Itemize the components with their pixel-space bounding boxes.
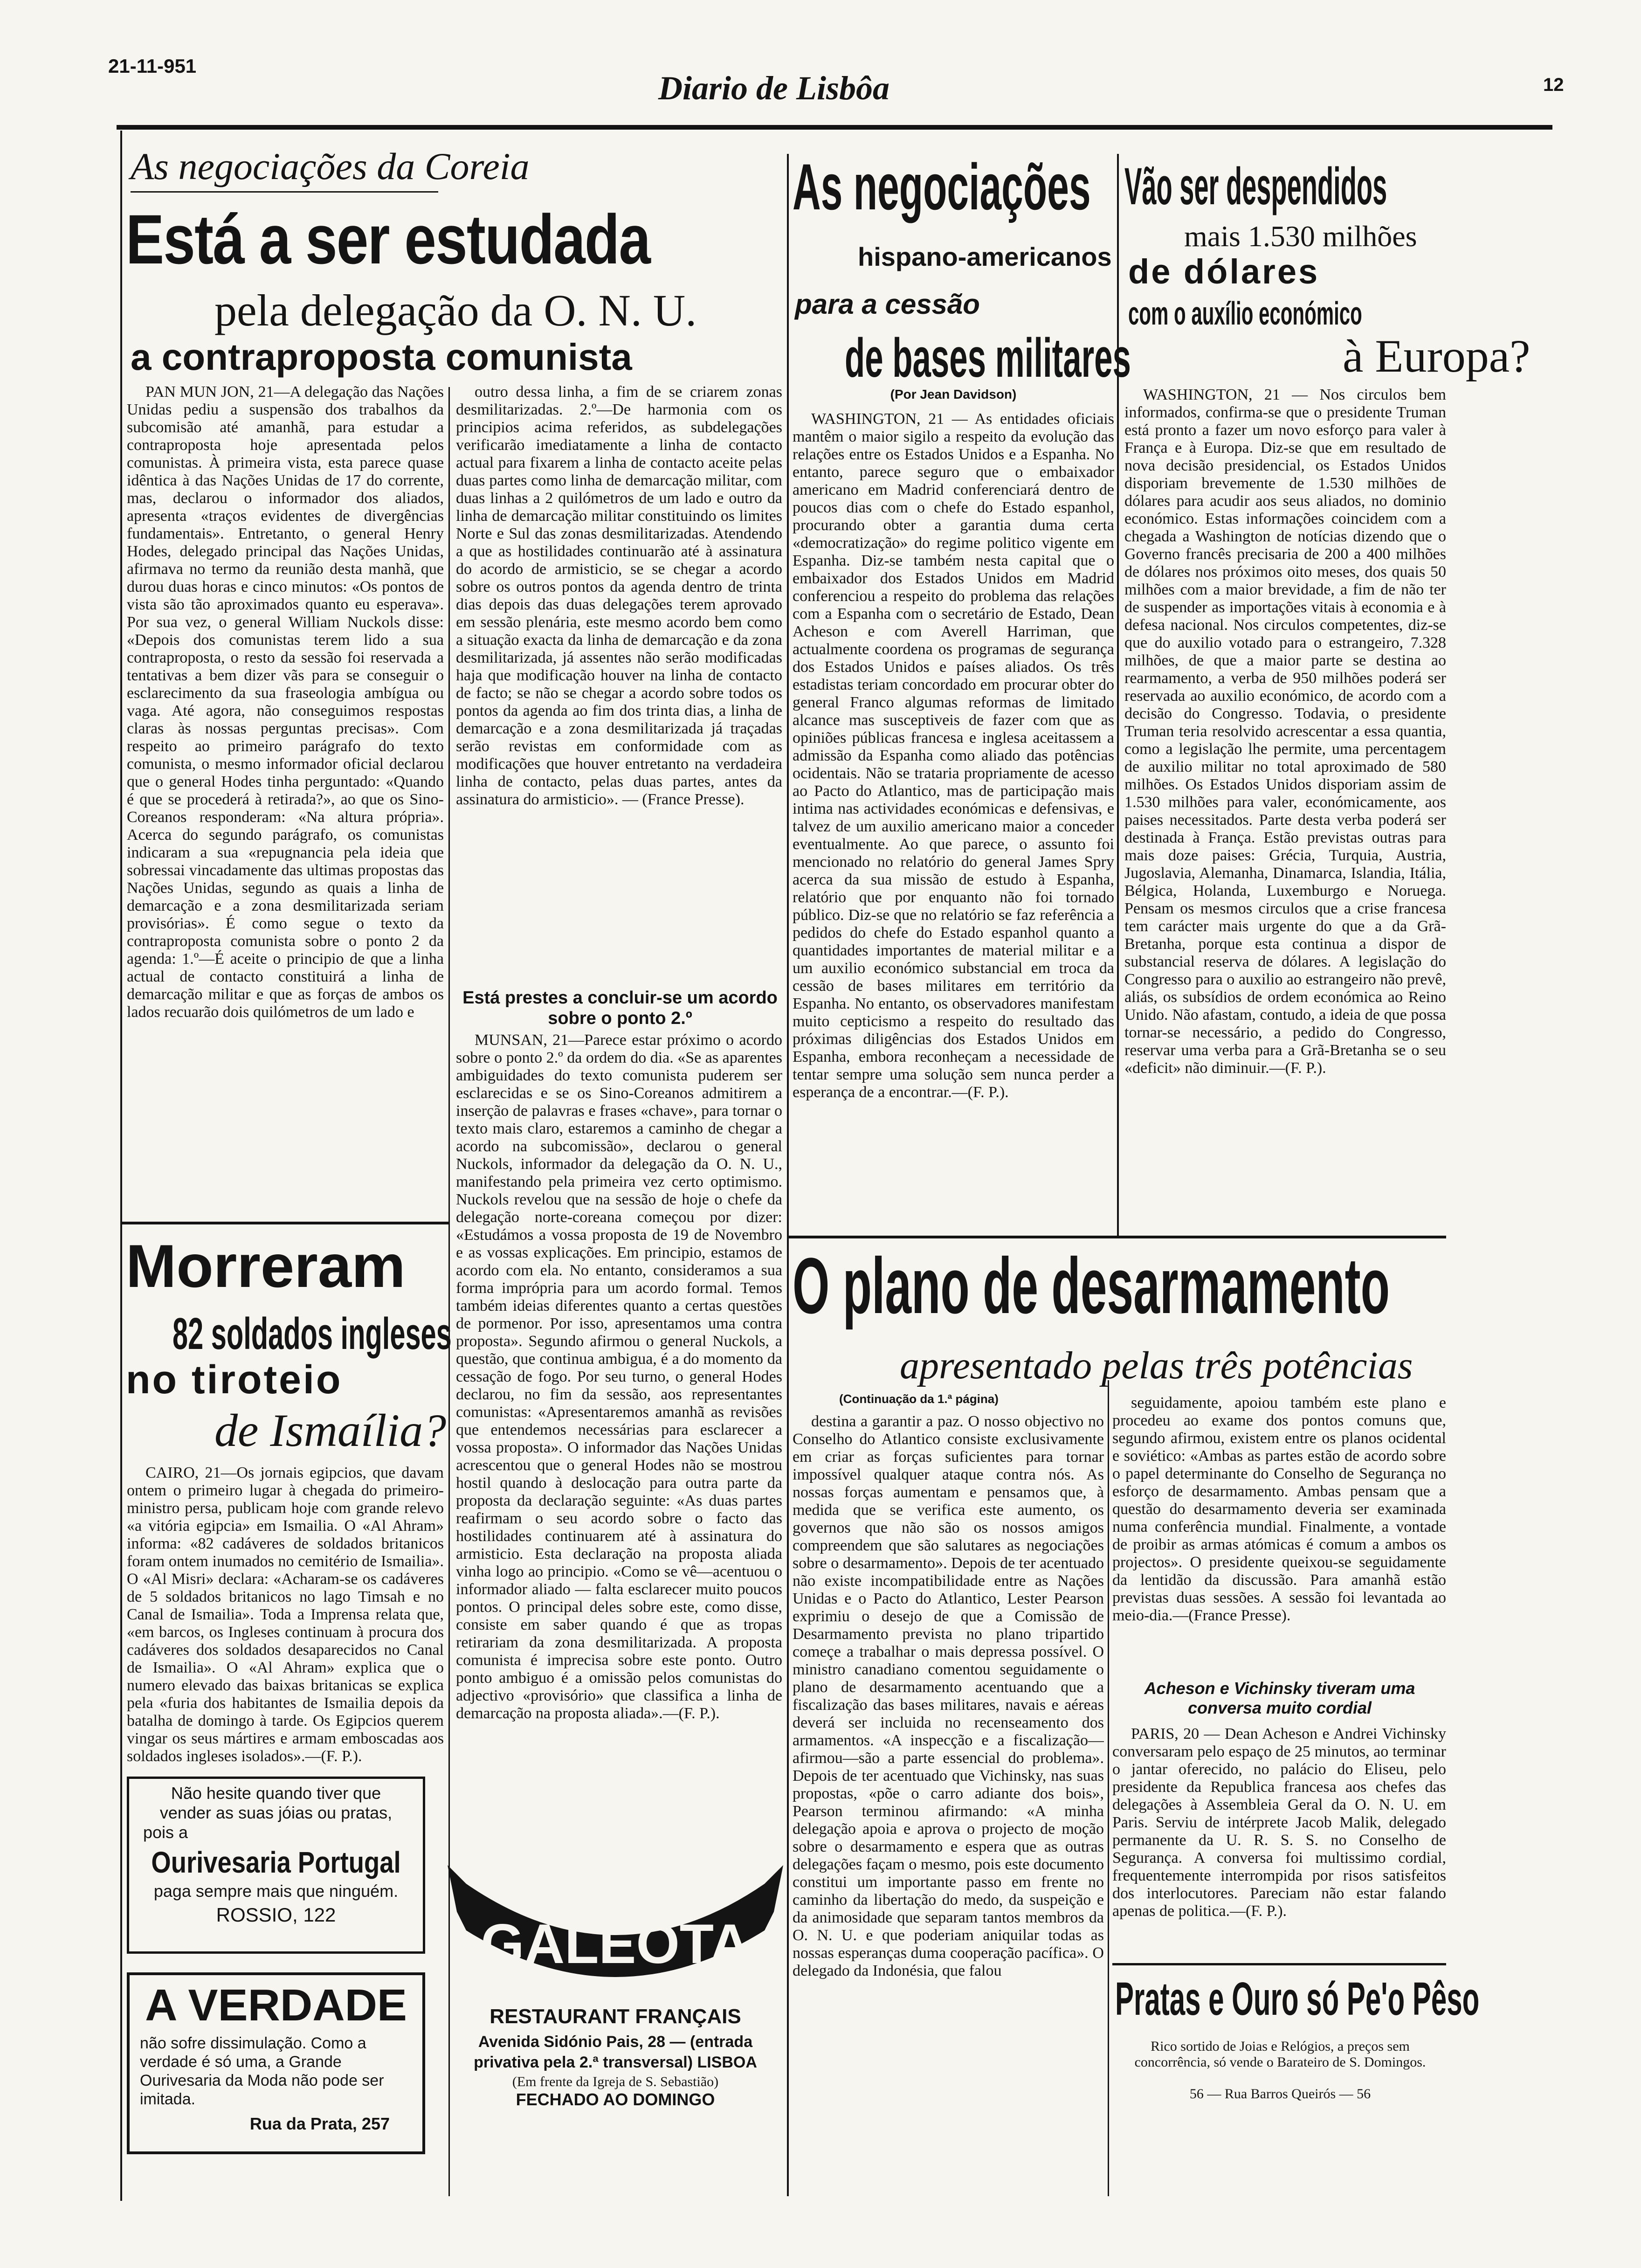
galeota-banner-text: GALEOTA xyxy=(481,1913,750,1975)
ad-address: ROSSIO, 122 xyxy=(216,1904,336,1926)
ad-verdade-body: não sofre dissimulação. Como a verdade é só uma, a Grande Ourivesaria da Moda não pode ser imitada. xyxy=(140,2034,384,2108)
ismailia-headline-4: de Ismaília? xyxy=(214,1404,447,1456)
ad-pratas-title: Pratas e Ouro só Pe'o Pêso xyxy=(1115,1973,1480,2025)
kicker-rule xyxy=(131,191,438,193)
ad-pratas-body: Rico sortido de Joias e Relógios, a preços sem concorrência, só vende o Barateiro de S. Domingos. xyxy=(1134,2039,1426,2070)
bases-byline: (Por Jean Davidson) xyxy=(890,387,1017,401)
desarmamento-headline-2: apresentado pelas três potências xyxy=(900,1344,1413,1387)
bases-headline-3: para a cessão xyxy=(795,289,980,320)
korea-body-col2b: MUNSAN, 21—Parece estar próximo o acordo sobre o ponto 2.º da ordem do dia. «Se as aparentes ambiguidades do texto comunista puderem ser esclarecidas e se os Sino-Coreanos admitirem a inserção de palavras e frases «chave», para tornar o texto mais claro, estaremos a caminho de chegar a acordo na subcomissão», declarou o general Nuckols, informador da delegação da O. N. U., manifestando pela primeira vez certo optimismo. Nuckols revelou que na sessão de hoje o chefe da delegação norte-coreana começou por dizer: «Estudámos a vossa proposta de 19 de Novembro e as vossas explicações. Em principio, estamos de acordo com ela. No entanto, consideramos a sua forma imprópria para um acordo formal. Temos também ideias diferentes quanto a certas questões de pormenor. Por isso, apresentamos uma contra proposta». Segundo afirmou o general Nuckols, a questão, que continua ambigua, é a do momento da cessação de fogo. Por seu turno, o general Hodes declarou, no fim da sessão, aos representantes comunistas: «Apresentaremos amanhã as revisões que entendemos necessárias para esclarecer a vossa proposta». O informador das Nações Unidas acrescentou que o general Hodes não se mostrou hostil quando à deslocação para outra parte da proposta da declaração seguinte: «As duas partes reafirmam o seu acordo sobre o facto das hostilidades continuarem até à assinatura do armisticio. Esta declaração na proposta aliada vinha logo ao principio. «Como se vê—acentuou o informador aliado — falta esclarecer muito poucos pontos. O principal deles sobre este, como disse, consiste em saber quando é que as tropas retirariam da zona desmilitarizada. A proposta comunista é imprecisa sobre este ponto. Outro ponto ambiguo é a omissão pelos comunistas do adjectivo «provisório» que classifica a linha de demarcação na proposta aliada».—(F. P.). xyxy=(456,1031,782,1722)
galeota-line-1: RESTAURANT FRANÇAIS xyxy=(490,2005,741,2028)
galeota-line-4: (Em frente da Igreja de S. Sebastião) xyxy=(512,2074,719,2089)
section-rule xyxy=(789,1236,1446,1238)
dolares-headline-4: com o auxílio económico xyxy=(1128,295,1362,332)
dolares-body: WASHINGTON, 21 — Nos circulos bem informados, confirma-se que o presidente Truman está pronto a fazer um novo esforço para valer à França e à Europa. Diz-se que em resultado de nova decisão presidencial, os Estados Unidos disporiam brevemente de 1.530 milhões de dólares para acudir aos seus aliados, no dominio económico. Estas informações coincidem com a chegada a Washington de notícias dizendo que o Governo francês precisaria de 200 a 400 milhões de dólares nos próximos oito meses, dos quais 50 milhões com a maior brevidade, a fim de não ter de suspender as importações vitais à economia e à defesa nacional. Nos circulos competentes, diz-se que do auxilio votado para o estrangeiro, 7.328 milhões, de que a maior parte se destina ao rearmamento, a verba de 950 milhões poderá ser reservada ao auxilio económico, de acordo com a decisão do Congresso. Todavia, o presidente Truman teria resolvido acrescentar a essa quantia, como a legislação lhe permite, uma percentagem de auxilio militar no total aproximado de 580 milhões. Os Estados Unidos disporiam assim de 1.530 milhões para valer, económicamente, aos paises necessitados. Parte desta verba poderá ser destinada à França. Estão previstas outras para mais doze paises: Grécia, Turquia, Austria, Jugoslavia, Alemanha, Dinamarca, Islandia, Itália, Bélgica, Holanda, Luxemburgo e Noruega. Pensam os mesmos circulos que a crise francesa tem carácter mais urgente do que a da Grã-Bretanha, porque esta continua a dispor de substancial reserva de dólares. A legislação do Congresso para o auxilio ao estrangeiro não prevê, aliás, os subsídios de ordem económica ao Reino Unido. Não afastam, contudo, a ideia de que possa tornar-se necessário, a pedido do Congresso, reservar uma verba para a Grã-Bretanha se o seu «deficit» não diminuir.—(F. P.). xyxy=(1124,386,1446,1077)
masthead-title: Diario de Lisbôa xyxy=(658,69,889,107)
column-divider xyxy=(787,154,789,2196)
ad-line: pois a xyxy=(143,1823,188,1842)
desarmamento-body-col1: destina a garantir a paz. O nosso objectivo no Conselho do Atlantico consiste exclusivamente em criar as forças suficientes para tornar impossível qualquer ataque contra nós. As nossas forças aumentam e pensamos que, à medida que se verifica este aumento, os governos que não são os nossos amigos compreendem que são salutares as negociações sobre o desarmamento». Depois de ter acentuado não existe incompatibilidade entre as Nações Unidas e o Pacto do Atlantico, Lester Pearson exprimiu o desejo de que a Comissão de Desarmamento prevista no plano tripartido começe a trabalhar o mais depressa possível. O ministro canadiano comentou seguidamente o plano de desarmamento acentuando que a fiscalização das bases militares, navais e aéreas deverá ser incluida no recenseamento dos armamentos. «A inspecção e a fiscalização—afirmou—são a parte essencial do problema». Depois de ter acentuado que Vichinsky, nas suas propostas, «põe o carro adiante dos bois», Pearson terminou afirmando: «A minha delegação apoia e aprova o projecto de moção sobre o desarmamento e espera que as outras delegações façam o mesmo, pois este documento constitui um importante passo em frente no caminho da libertação do medo, da suspeição e da animosidade que separam tantos membros da O. N. U. e que poderiam aniquilar todas as nossas esperanças duma cooperação pacífica». O delegado da Indonésia, que falou xyxy=(793,1413,1104,1979)
ad-verdade-address: Rua da Prata, 257 xyxy=(249,2114,390,2133)
page-border-left xyxy=(120,131,122,2201)
ismailia-headline: Morreram xyxy=(126,1232,406,1300)
galeota-banner-logo xyxy=(448,1809,783,2005)
column-divider xyxy=(1117,154,1119,1236)
ad-line: Não hesite quando tiver que xyxy=(171,1784,381,1803)
ismailia-headline-2: 82 soldados ingleses xyxy=(172,1309,452,1359)
dolares-headline-5: à Europa? xyxy=(1343,330,1531,382)
bases-body: WASHINGTON, 21 — As entidades oficiais mantêm o maior sigilo a respeito da evolução das relações entre os Estados Unidos e a Espanha. No entanto, parece seguro que o embaixador americano em Madrid conferenciará dentro de poucos dias com o chefe do Estado espanhol, procurando obter a garantia duma certa «democratização» do regime politico vigente em Espanha. Diz-se também nesta capital que o embaixador dos Estados Unidos em Madrid conferenciou a respeito do problema das relações com a Espanha com o secretário de Estado, Dean Acheson e com Averell Harriman, que actualmente coordena os programas de segurança dos Estados Unidos e países aliados. Os três estadistas teriam concordado em procurar obter do general Franco algumas reformas de limitado alcance mas susceptiveis de fazer com que as opiniões públicas francesa e inglesa aceitassem a admissão da Espanha como aliado das potências ocidentais. Não se trataria propriamente de acesso ao Pacto do Atlantico, mas de participação mais intima nas actividades económicas e defensivas, e talvez de um auxilio americano maior a conceder eventualmente. Ao que parece, o assunto foi mencionado no relatório do general James Spry acerca da sua missão de estudo à Espanha, relatório que por enquanto não foi tornado público. Diz-se que no relatório se faz referência a pedidos do chefe do Estado espanhol quanto a quantidades importantes de material militar e a um auxilio económico substancial em troca da cessão de bases militares em território da Espanha. No entanto, os observadores manifestam muito cepticismo a respeito do resultado das próximas diligências dos Estados Unidos em Espanha, embora reconheçam a necessidade de tentar sempre uma solução sem nunca perder a esperança de a encontrar.—(F. P.). xyxy=(793,410,1114,1101)
ismailia-body: CAIRO, 21—Os jornais egipcios, que davam ontem o primeiro lugar à chegada do primeiro-ministro persa, publicam hoje com grande relevo «a vitória egipcia» em Ismailia. O «Al Ahram» informa: «82 cadáveres de soldados britanicos foram ontem inumados no cemitério de Ismailia». O «Al Misri» declara: «Acharam-se os cadáveres de 5 soldados britanicos no lago Timsah e no Canal de Ismailia». Toda a Imprensa relata que, «em barcos, os Ingleses continuam à procura dos cadáveres dos soldados desaparecidos no Canal de Ismailia». O «Al Ahram» explica que o numero elevado das baixas britanicas se explica pela «furia dos habitantes de Ismailia depois da batalha de domingo à tarde. Os Egipcios querem vingar os seus mártires e armam emboscadas aos soldados ingleses isolados».—(F. P.). xyxy=(127,1464,444,1765)
bases-headline: As negociações xyxy=(793,150,1091,223)
korea-headline-deck-2: a contraproposta comunista xyxy=(131,336,632,378)
ad-ourivesaria-portugal xyxy=(127,1777,425,1954)
desarmamento-sub-headline: Acheson e Vichinsky tiveram uma conversa muito cordial xyxy=(1144,1679,1415,1717)
desarmamento-headline: O plano de desarmamento xyxy=(793,1242,1390,1330)
korea-headline-deck: pela delegação da O. N. U. xyxy=(214,285,697,335)
masthead-page-number: 12 xyxy=(1543,75,1564,95)
desarmamento-body-col2b: PARIS, 20 — Dean Acheson e Andrei Vichinsky conversaram pelo espaço de 25 minutos, ao terminar o jantar oferecido, no palácio do Eliseu, pelo presidente da Republica francesa aos chefes das delegações à Assembleia Geral da O. N. U. em Paris. Serviu de intérprete Jacob Malik, delegado permanente da U. R. S. S. no Conselho de Segurança. A conversa foi multissimo cordial, frequentemente interrompida por risos satisfeitos dos interlocutores. Pareciam não estar falando apenas de politica.—(F. P.). xyxy=(1112,1725,1446,1920)
masthead-rule xyxy=(117,125,1552,130)
galeota-line-2: Avenida Sidónio Pais, 28 — (entrada xyxy=(478,2033,753,2051)
masthead-date: 21-11-951 xyxy=(108,55,197,77)
ad-ourivesaria-name: Ourivesaria Portugal xyxy=(151,1846,401,1879)
korea-body-col1: PAN MUN JON, 21—A delegação das Nações Unidas pediu a suspensão dos trabalhos da subcomisão até amanhã, para estudar a contraproposta hoje apresentada pelos comunistas. À primeira vista, esta parece quase idêntica à das Nações Unidas de 17 do corrente, mas, declarou o informador dos aliados, apresenta «traços evidentes de divergências fundamentais». Entretanto, o general Henry Hodes, delegado principal das Nações Unidas, afirmava no termo da reunião desta manhã, que durou duas horas e cinco minutos: «Os pontos de vista são tão aproximados quanto eu esperava». Por sua vez, o general William Nuckols disse: «Depois dos comunistas terem lido a sua contraproposta, o resto da sessão foi reservada a tentativas a bem dizer vãs para se conseguir o esclarecimento da sua fraseologia ambígua ou vaga. Até agora, não conseguimos respostas claras às nossas perguntas precisas». Com respeito ao primeiro parágrafo do texto comunista, o mesmo informador oficial declarou que o general Hodes tinha perguntado: «Quando é que se procederá à retirada?», ao que os Sino-Coreanos responderam: «Na altura própria». Acerca do segundo parágrafo, os comunistas indicaram a sua «repugnancia pela ideia que sobressai vincadamente das ultimas propostas das Nações Unidas, segundo as quais a linha de demarcação e a zona desmilitarizada seriam provisórias». É como segue o texto da contraproposta comunista sobre o ponto 2 da agenda: 1.º—É aceite o principio de que a linha actual de contacto constituirá a linha de demarcação militar e que as forças de ambos os lados recuarão dois quilómetros de um lado e xyxy=(127,383,444,1021)
korea-body-col2: outro dessa linha, a fim de se criarem zonas desmilitarizadas. 2.º—De harmonia com os principios acima referidos, as subdelegações verificarão imediatamente a linha de contacto actual para fixarem a linha de contacto aceite pelas duas partes como linha de demarcação militar, com duas linhas a 2 quilómetros de um lado e outro da linha de demarcação militar constituindo os limites Norte e Sul das zonas desmilitarizadas. Atendendo a que as hostilidades continuarão até à assinatura do acordo de armisticio, se se chegar a acordo sobre os outros pontos da agenda dentro de trinta dias depois das duas delegações terem aprovado em sessão plenária, este mesmo acordo bem como a situação exacta da linha de demarcação e da zona desmilitarizada, já assentes não serão modificadas haja que modificação houver na linha de contacto de facto; se não se chegar a acordo sobre todos os pontos da agenda ao fim dos trinta dias, a linha de demarcação e a zona desmilitarizada já traçadas serão revistas em conformidade com as modificações que houver entretanto na verdadeira linha de contacto, pelas duas partes, antes da assinatura do armisticio». — (France Presse). xyxy=(456,383,782,808)
galeota-line-3: privativa pela 2.ª transversal) LISBOA xyxy=(474,2054,757,2071)
column-divider xyxy=(1108,1380,1109,2196)
bases-headline-4: de bases militares xyxy=(845,327,1131,389)
galeota-line-5: FECHADO AO DOMINGO xyxy=(516,2090,715,2109)
dolares-headline-3: de dólares xyxy=(1128,252,1320,291)
ad-a-verdade xyxy=(127,1972,425,2154)
section-rule xyxy=(122,1222,448,1224)
korea-kicker: As negociações da Coreia xyxy=(131,145,530,187)
bases-headline-2: hispano-americanos xyxy=(858,242,1112,271)
desarmamento-body-col2: seguidamente, apoiou também este plano e procedeu ao exame dos pontos comuns que, segundo afirmou, existem entre os planos ocidental e soviético: «Ambas as partes estão de acordo sobre o papel determinante do Conselho de Segurança no esforço de desarmamento. Ambas pensam que a questão do desarmamento deveria ser examinada numa conferência mundial. Finalmente, a vontade de proibir as armas atómicas é comum a ambos os projectos». O presidente queixou-se seguidamente da lentidão da discussão. Para amanhã estão previstas duas sessões. A sessão foi levantada ao meio-dia.—(France Presse). xyxy=(1112,1394,1446,1624)
ad-verdade-title: A VERDADE xyxy=(145,1980,407,2030)
ad-line: vender as suas jóias ou pratas, xyxy=(159,1803,393,1822)
section-rule xyxy=(1112,1963,1446,1965)
ad-galeota xyxy=(448,1809,783,2164)
korea-headline: Está a ser estudada xyxy=(126,200,650,278)
ad-pratas-address: 56 — Rua Barros Queirós — 56 xyxy=(1189,2086,1371,2102)
desarmamento-continuation: (Continuação da 1.ª página) xyxy=(839,1392,999,1406)
dolares-headline-2: mais 1.530 milhões xyxy=(1184,220,1417,253)
ad-line: paga sempre mais que ninguém. xyxy=(153,1881,399,1901)
dolares-headline: Vão ser despendidos xyxy=(1124,157,1387,215)
ismailia-headline-3: no tiroteio xyxy=(126,1357,343,1402)
korea-sub-headline: Está prestes a concluir-se um acordo sobre o ponto 2.º xyxy=(462,988,778,1028)
